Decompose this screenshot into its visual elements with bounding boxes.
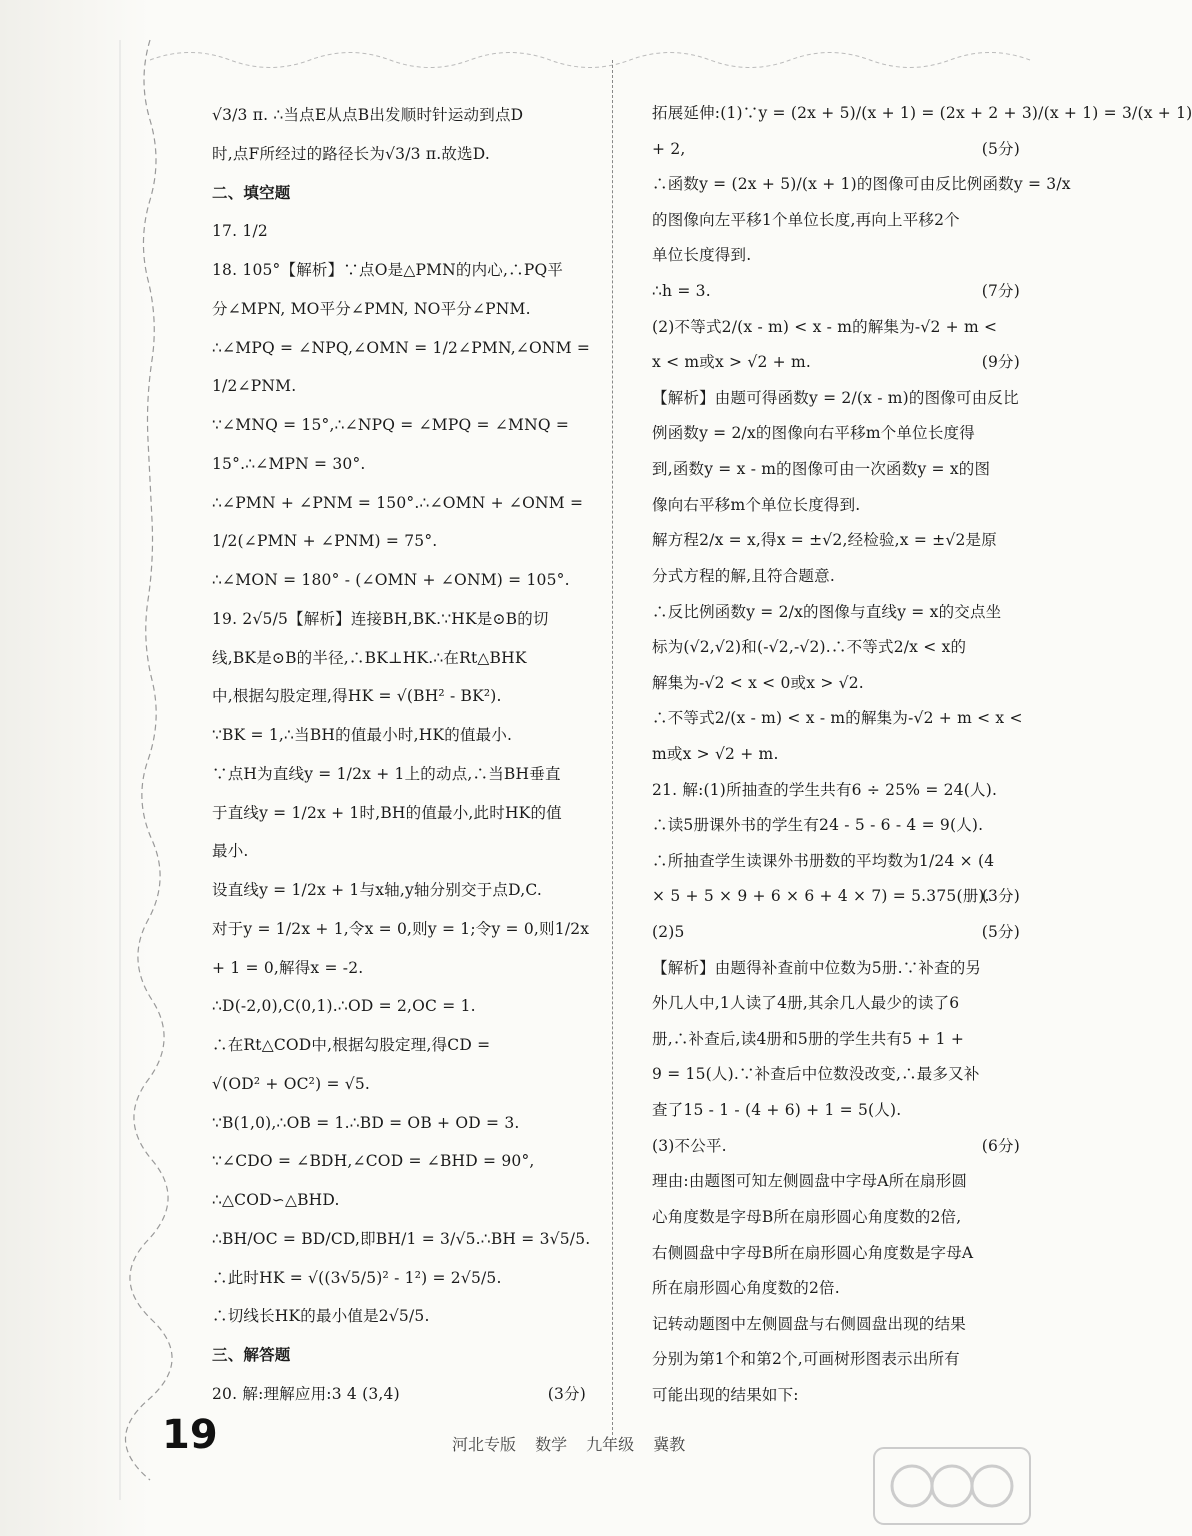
right-line bbox=[652, 1093, 1024, 1129]
left-line bbox=[212, 212, 590, 251]
line-text: 对于y = 1/2x + 1,令x = 0,则y = 1;令y = 0,则1/2x bbox=[212, 919, 590, 938]
right-line bbox=[652, 488, 1024, 524]
top-wavy-border bbox=[150, 40, 1030, 80]
left-line bbox=[212, 677, 590, 716]
score-points: (9分) bbox=[981, 353, 1020, 372]
line-text: 右侧圆盘中字母B所在扇形圆心角度数是字母A bbox=[652, 1243, 974, 1262]
line-text: 所在扇形圆心角度数的2倍. bbox=[652, 1279, 840, 1298]
left-line bbox=[212, 96, 590, 135]
right-line bbox=[652, 1022, 1024, 1058]
line-text: 外几人中,1人读了4册,其余几人最少的读了6 bbox=[652, 994, 960, 1013]
right-line bbox=[652, 808, 1024, 844]
line-text: 9 = 15(人).∵补查后中位数没改变,∴最多又补 bbox=[652, 1065, 980, 1084]
line-text: 中,根据勾股定理,得HK = √(BH² - BK²). bbox=[212, 687, 502, 706]
left-line bbox=[212, 600, 590, 639]
right-line bbox=[652, 773, 1024, 809]
line-text: ∵∠CDO = ∠BDH,∠COD = ∠BHD = 90°, bbox=[212, 1152, 535, 1171]
right-line bbox=[652, 1307, 1024, 1343]
line-text: ∴D(-2,0),C(0,1).∴OD = 2,OC = 1. bbox=[212, 997, 476, 1016]
right-line bbox=[652, 274, 1024, 310]
left-line bbox=[212, 522, 590, 561]
score-points: (7分) bbox=[981, 282, 1020, 301]
line-text: 20. 解:理解应用:3 4 (3,4) bbox=[212, 1384, 400, 1403]
right-line bbox=[652, 310, 1024, 346]
line-text: ∵B(1,0),∴OB = 1.∴BD = OB + OD = 3. bbox=[212, 1113, 520, 1132]
left-line bbox=[212, 406, 590, 445]
line-text: 到,函数y = x - m的图像可由一次函数y = x的图 bbox=[652, 460, 991, 479]
line-text: ∴∠PMN + ∠PNM = 150°.∴∠OMN + ∠ONM = bbox=[212, 493, 584, 512]
line-text: 设直线y = 1/2x + 1与x轴,y轴分别交于点D,C. bbox=[212, 881, 542, 899]
left-line bbox=[212, 174, 590, 213]
left-line bbox=[212, 794, 590, 833]
left-line bbox=[212, 561, 590, 600]
right-line bbox=[652, 879, 1024, 915]
line-text: (2)5 bbox=[652, 923, 685, 942]
line-text: √(OD² + OC²) = √5. bbox=[212, 1074, 371, 1093]
left-column bbox=[212, 96, 590, 1414]
score-points: (6分) bbox=[981, 1136, 1020, 1155]
left-line bbox=[212, 639, 590, 678]
left-line bbox=[212, 1336, 590, 1375]
line-text: ∴函数y = (2x + 5)/(x + 1)的图像可由反比例函数y = 3/x bbox=[652, 175, 1071, 194]
left-line bbox=[212, 445, 590, 484]
line-text: + 1 = 0,解得x = -2. bbox=[212, 958, 364, 977]
line-text: ∴切线长HK的最小值是2√5/5. bbox=[212, 1307, 430, 1326]
right-line bbox=[652, 666, 1024, 702]
line-text: ∴此时HK = √((3√5/5)² - 1²) = 2√5/5. bbox=[212, 1268, 502, 1287]
line-text: 线,BK是⊙B的半径,∴BK⊥HK.∴在Rt△BHK bbox=[212, 648, 527, 667]
left-line bbox=[212, 1297, 590, 1336]
line-text: x < m或x > √2 + m. bbox=[652, 353, 811, 372]
line-text: (3)不公平. bbox=[652, 1136, 727, 1155]
line-text: 1/2∠PNM. bbox=[212, 377, 297, 396]
line-text: √3/3 π. ∴当点E从点B出发顺时针运动到点D bbox=[212, 106, 524, 124]
left-line bbox=[212, 1220, 590, 1259]
line-text: ∴△COD∽△BHD. bbox=[212, 1191, 340, 1209]
watermark-logo bbox=[872, 1446, 1032, 1526]
line-text: ∴h = 3. bbox=[652, 282, 711, 301]
score-points: (5分) bbox=[981, 923, 1020, 942]
line-text: × 5 + 5 × 9 + 6 × 6 + 4 × 7) = 5.375(册). bbox=[652, 887, 990, 906]
left-line bbox=[212, 716, 590, 755]
left-line bbox=[212, 367, 590, 406]
right-line bbox=[652, 1378, 1024, 1414]
left-line bbox=[212, 251, 590, 290]
line-text: 【解析】由题得补查前中位数为5册.∵补查的另 bbox=[652, 958, 982, 977]
right-line bbox=[652, 1057, 1024, 1093]
line-text: 最小. bbox=[212, 842, 249, 861]
right-line bbox=[652, 416, 1024, 452]
line-text: ∴∠MON = 180° - (∠OMN + ∠ONM) = 105°. bbox=[212, 571, 570, 589]
right-line bbox=[652, 523, 1024, 559]
left-line bbox=[212, 1026, 590, 1065]
line-text: 单位长度得到. bbox=[652, 246, 752, 265]
right-line bbox=[652, 559, 1024, 595]
left-line bbox=[212, 1142, 590, 1181]
right-line bbox=[652, 1342, 1024, 1378]
right-line bbox=[652, 844, 1024, 880]
right-line bbox=[652, 167, 1071, 203]
line-text: 17. 1/2 bbox=[212, 222, 268, 241]
left-line bbox=[212, 329, 590, 368]
right-line bbox=[652, 1164, 1024, 1200]
right-line bbox=[652, 132, 1024, 168]
line-text: 像向右平移m个单位长度得到. bbox=[652, 495, 861, 514]
line-text: 18. 105°【解析】∵点O是△PMN的内心,∴PQ平 bbox=[212, 261, 564, 279]
right-line bbox=[652, 238, 1024, 274]
right-line bbox=[652, 986, 1024, 1022]
right-line bbox=[652, 915, 1024, 951]
line-text: 解方程2/x = x,得x = ±√2,经检验,x = ±√2是原 bbox=[652, 531, 997, 550]
column-divider bbox=[612, 60, 613, 1440]
line-text: ∴∠MPQ = ∠NPQ,∠OMN = 1/2∠PMN,∠ONM = bbox=[212, 338, 591, 357]
left-line bbox=[212, 832, 590, 871]
line-text: 【解析】由题可得函数y = 2/(x - m)的图像可由反比 bbox=[652, 388, 1019, 407]
line-text: 的图像向左平移1个单位长度,再向上平移2个 bbox=[652, 210, 960, 229]
line-text: 查了15 - 1 - (4 + 6) + 1 = 5(人). bbox=[652, 1101, 902, 1120]
right-line bbox=[652, 345, 1024, 381]
line-text: 分别为第1个和第2个,可画树形图表示出所有 bbox=[652, 1350, 960, 1369]
right-line bbox=[652, 737, 1024, 773]
line-text: 分∠MPN, MO平分∠PMN, NO平分∠PNM. bbox=[212, 299, 531, 318]
line-text: 标为(√2,√2)和(-√2,-√2).∴不等式2/x < x的 bbox=[652, 638, 967, 657]
left-line bbox=[212, 1375, 590, 1414]
line-text: 可能出现的结果如下: bbox=[652, 1385, 799, 1404]
line-text: 解集为-√2 < x < 0或x > √2. bbox=[652, 673, 864, 692]
left-line bbox=[212, 987, 590, 1026]
line-text: 理由:由题图可知左侧圆盘中字母A所在扇形圆 bbox=[652, 1172, 968, 1191]
line-text: 1/2(∠PMN + ∠PNM) = 75°. bbox=[212, 532, 438, 551]
page-footer: 河北专版 数学 九年级 冀教 bbox=[452, 1435, 686, 1454]
line-text: 21. 解:(1)所抽查的学生共有6 ÷ 25% = 24(人). bbox=[652, 780, 998, 799]
right-line bbox=[652, 452, 1024, 488]
left-line bbox=[212, 1259, 590, 1298]
score-points: (3分) bbox=[981, 887, 1020, 906]
line-text: ∴所抽查学生读课外书册数的平均数为1/24 × (4 bbox=[652, 851, 995, 870]
right-line bbox=[652, 381, 1024, 417]
right-line bbox=[652, 951, 1024, 987]
left-line bbox=[212, 1181, 590, 1220]
left-line bbox=[212, 290, 590, 329]
right-line bbox=[652, 1129, 1024, 1165]
right-line bbox=[652, 1271, 1024, 1307]
line-text: 二、填空题 bbox=[212, 182, 291, 202]
left-line bbox=[212, 910, 590, 949]
score-points: (3分) bbox=[547, 1384, 586, 1403]
score-points: (5分) bbox=[981, 139, 1020, 158]
right-column bbox=[652, 96, 1192, 1414]
left-line bbox=[212, 755, 590, 794]
right-line bbox=[652, 701, 1024, 737]
right-line bbox=[652, 96, 1192, 132]
right-line bbox=[652, 630, 1024, 666]
right-line bbox=[652, 595, 1024, 631]
line-text: + 2, bbox=[652, 139, 686, 158]
line-text: 于直线y = 1/2x + 1时,BH的值最小,此时HK的值 bbox=[212, 803, 562, 822]
line-text: 例函数y = 2/x的图像向右平移m个单位长度得 bbox=[652, 424, 975, 443]
line-text: ∴在Rt△COD中,根据勾股定理,得CD = bbox=[212, 1036, 491, 1054]
left-line bbox=[212, 949, 590, 988]
line-text: (2)不等式2/(x - m) < x - m的解集为-√2 + m < bbox=[652, 317, 998, 336]
line-text: ∵∠MNQ = 15°,∴∠NPQ = ∠MPQ = ∠MNQ = bbox=[212, 416, 570, 434]
torn-page-edge bbox=[0, 0, 160, 1536]
left-line bbox=[212, 1104, 590, 1143]
line-text: 心角度数是字母B所在扇形圆心角度数的2倍, bbox=[652, 1207, 962, 1226]
right-line bbox=[652, 203, 1024, 239]
line-text: 记转动题图中左侧圆盘与右侧圆盘出现的结果 bbox=[652, 1314, 967, 1333]
line-text: 册,∴补查后,读4册和5册的学生共有5 + 1 + bbox=[652, 1029, 965, 1048]
left-line bbox=[212, 484, 590, 523]
line-text: ∵BK = 1,∴当BH的值最小时,HK的值最小. bbox=[212, 726, 513, 744]
left-line bbox=[212, 135, 590, 174]
line-text: ∴读5册课外书的学生有24 - 5 - 6 - 4 = 9(人). bbox=[652, 816, 984, 835]
line-text: 拓展延伸:(1)∵y = (2x + 5)/(x + 1) = (2x + 2 + 3)/(x + 1) = 3/(x + 1) bbox=[652, 104, 1192, 122]
line-text: 三、解答题 bbox=[212, 1345, 291, 1364]
right-line bbox=[652, 1200, 1024, 1236]
line-text: 分式方程的解,且符合题意. bbox=[652, 566, 835, 585]
line-text: 15°.∴∠MPN = 30°. bbox=[212, 454, 366, 473]
line-text: m或x > √2 + m. bbox=[652, 744, 779, 763]
page-number: 19 bbox=[162, 1412, 218, 1458]
line-text: ∴不等式2/(x - m) < x - m的解集为-√2 + m < x < bbox=[652, 709, 1023, 728]
line-text: 19. 2√5/5【解析】连接BH,BK.∵HK是⊙B的切 bbox=[212, 609, 549, 628]
left-line bbox=[212, 871, 590, 910]
line-text: ∴BH/OC = BD/CD,即BH/1 = 3/√5.∴BH = 3√5/5. bbox=[212, 1229, 591, 1248]
right-line bbox=[652, 1236, 1024, 1272]
line-text: 时,点F所经过的路径长为√3/3 π.故选D. bbox=[212, 144, 490, 163]
line-text: ∵点H为直线y = 1/2x + 1上的动点,∴当BH垂直 bbox=[212, 764, 561, 783]
line-text: ∴反比例函数y = 2/x的图像与直线y = x的交点坐 bbox=[652, 602, 1002, 621]
left-line bbox=[212, 1065, 590, 1104]
